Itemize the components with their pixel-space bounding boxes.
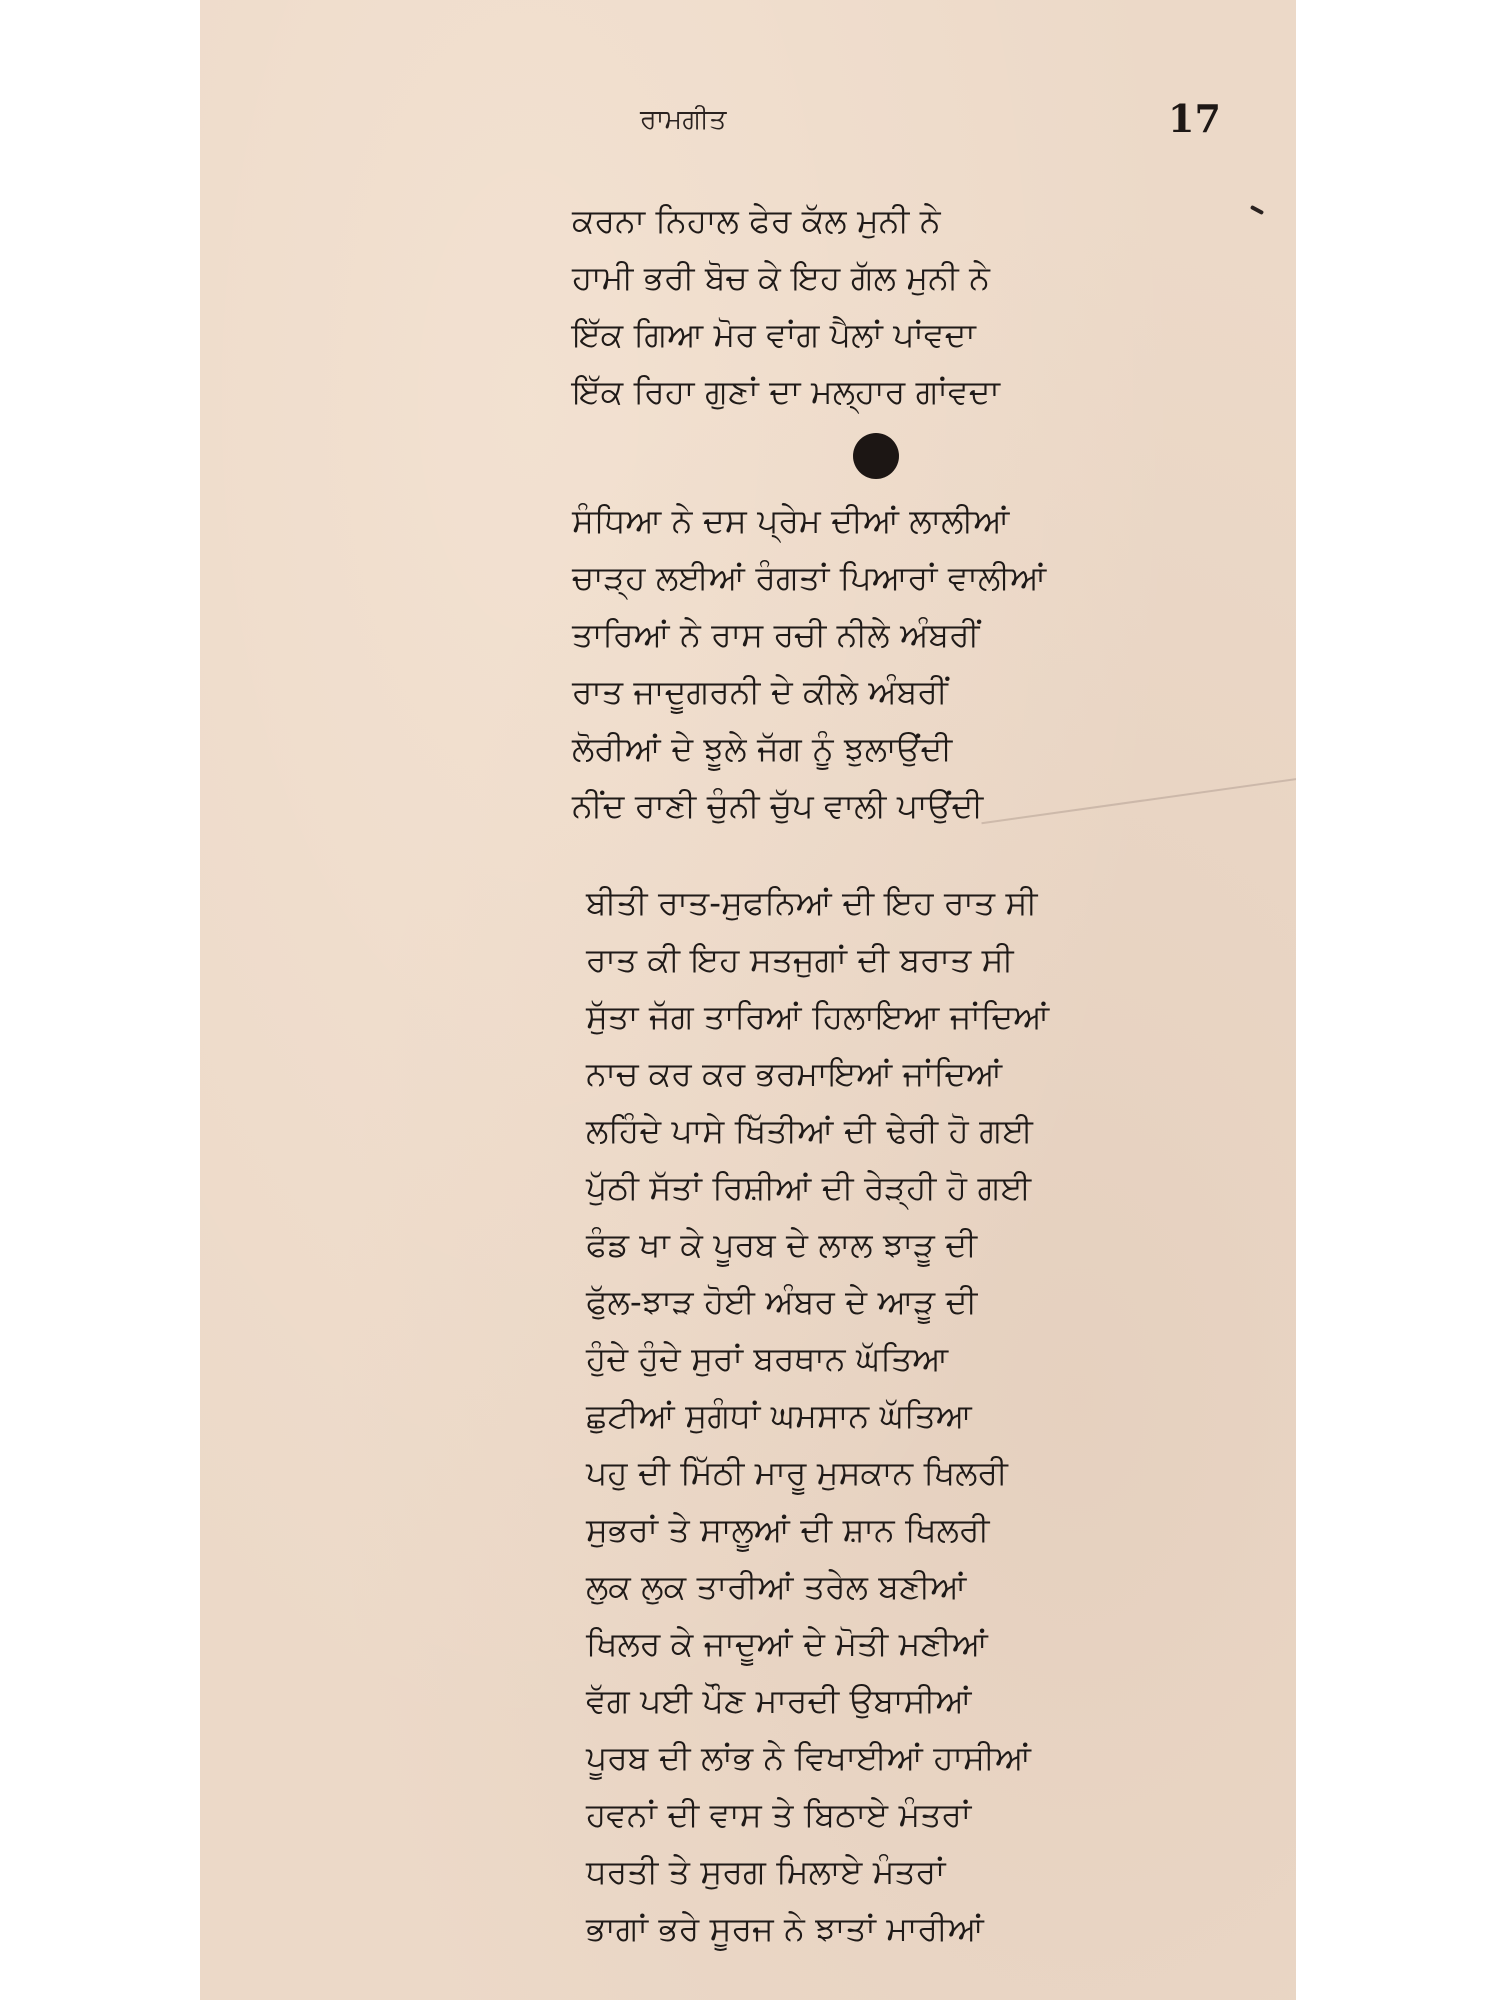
verse-line: ਸੰਧਿਆ ਨੇ ਦਸ ਪ੍ਰੇਮ ਦੀਆਂ ਲਾਲੀਆਂ [572,501,1010,540]
verse-line: ਧਰਤੀ ਤੇ ਸੁਰਗ ਮਿਲਾਏ ਮੰਤਰਾਂ [586,1852,946,1891]
verse-line: ਹਵਨਾਂ ਦੀ ਵਾਸ ਤੇ ਬਿਠਾਏ ਮੰਤਰਾਂ [586,1795,972,1834]
stanza-1 [572,192,1000,420]
verse-line: ਸੁੱਤਾ ਜੱਗ ਤਾਰਿਆਂ ਹਿਲਾਇਆ ਜਾਂਦਿਆਂ [586,997,1050,1036]
verse-line: ਨੀਂਦ ਰਾਣੀ ਚੁੰਨੀ ਚੁੱਪ ਵਾਲੀ ਪਾਉਂਦੀ [572,786,984,825]
section-divider-dot [853,433,899,479]
verse-line: ਖਿਲਰ ਕੇ ਜਾਦੂਆਂ ਦੇ ਮੋਤੀ ਮਣੀਆਂ [586,1624,988,1663]
verse-line: ਲੁਕ ਲੁਕ ਤਾਰੀਆਂ ਤਰੇਲ ਬਣੀਆਂ [586,1567,967,1606]
verse-line: ਰਾਤ ਕੀ ਇਹ ਸਤਜੁਗਾਂ ਦੀ ਬਰਾਤ ਸੀ [586,940,1014,979]
verse-line: ਫੁੱਲ-ਝਾੜ ਹੋਈ ਅੰਬਰ ਦੇ ਆੜੂ ਦੀ [586,1282,978,1321]
verse-line: ਛੁਟੀਆਂ ਸੁਗੰਧਾਂ ਘਮਸਾਨ ਘੱਤਿਆ [586,1396,972,1435]
verse-line: ਲੋਰੀਆਂ ਦੇ ਝੂਲੇ ਜੱਗ ਨੂੰ ਝੁਲਾਉਂਦੀ [572,729,953,768]
verse-line: ਪੂਰਬ ਦੀ ਲਾਂਭ ਨੇ ਵਿਖਾਈਆਂ ਹਾਸੀਆਂ [586,1738,1031,1777]
verse-line: ਲਹਿੰਦੇ ਪਾਸੇ ਖਿੱਤੀਆਂ ਦੀ ਢੇਰੀ ਹੋ ਗਈ [586,1111,1033,1150]
verse-line: ਭਾਗਾਂ ਭਰੇ ਸੂਰਜ ਨੇ ਝਾਤਾਂ ਮਾਰੀਆਂ [586,1909,984,1948]
verse-line: ਕਰਨਾ ਨਿਹਾਲ ਫੇਰ ਕੱਲ ਮੁਨੀ ਨੇ [572,201,941,240]
verse-line: ਵੱਗ ਪਈ ਪੌਣ ਮਾਰਦੀ ਉਬਾਸੀਆਂ [586,1681,972,1720]
verse-line: ਚਾੜ੍ਹ ਲਈਆਂ ਰੰਗਤਾਂ ਪਿਆਰਾਂ ਵਾਲੀਆਂ [572,558,1047,597]
stanza-2 [572,492,1046,834]
verse-line: ਪਹੁ ਦੀ ਮਿੱਠੀ ਮਾਰੂ ਮੁਸਕਾਨ ਖਿਲਰੀ [586,1453,1008,1492]
page-number: 17 [1168,96,1221,141]
verse-line: ਪੁੱਠੀ ਸੱਤਾਂ ਰਿਸ਼ੀਆਂ ਦੀ ਰੇੜ੍ਹੀ ਹੋ ਗਈ [586,1168,1032,1207]
verse-line: ਹਾਮੀ ਭਰੀ ਬੋਚ ਕੇ ਇਹ ਗੱਲ ਮੁਨੀ ਨੇ [572,258,990,297]
book-page [200,0,1296,2000]
verse-line: ਸੁਭਰਾਂ ਤੇ ਸਾਲੂਆਂ ਦੀ ਸ਼ਾਨ ਖਿਲਰੀ [586,1510,990,1549]
verse-line: ਨਾਚ ਕਰ ਕਰ ਭਰਮਾਇਆਂ ਜਾਂਦਿਆਂ [586,1054,1003,1093]
verse-line: ਇੱਕ ਗਿਆ ਮੋਰ ਵਾਂਗ ਪੈਲਾਂ ਪਾਂਵਦਾ [572,315,976,354]
verse-line: ਤਾਰਿਆਂ ਨੇ ਰਾਸ ਰਚੀ ਨੀਲੇ ਅੰਬਰੀਂ [572,615,980,654]
verse-line: ਫੰਡ ਖਾ ਕੇ ਪੂਰਬ ਦੇ ਲਾਲ ਝਾੜੂ ਦੀ [586,1225,978,1264]
running-title: ਰਾਮਗੀਤ [640,104,727,135]
stanza-3 [586,874,1049,1957]
verse-line: ਹੁੰਦੇ ਹੁੰਦੇ ਸੁਰਾਂ ਬਰਥਾਨ ਘੱਤਿਆ [586,1339,949,1378]
verse-line: ਰਾਤ ਜਾਦੂਗਰਨੀ ਦੇ ਕੀਲੇ ਅੰਬਰੀਂ [572,672,948,711]
verse-line: ਬੀਤੀ ਰਾਤ-ਸੁਫਨਿਆਂ ਦੀ ਇਹ ਰਾਤ ਸੀ [586,883,1038,922]
verse-line: ਇੱਕ ਰਿਹਾ ਗੁਣਾਂ ਦਾ ਮਲ੍ਹਾਰ ਗਾਂਵਦਾ [572,372,1000,411]
